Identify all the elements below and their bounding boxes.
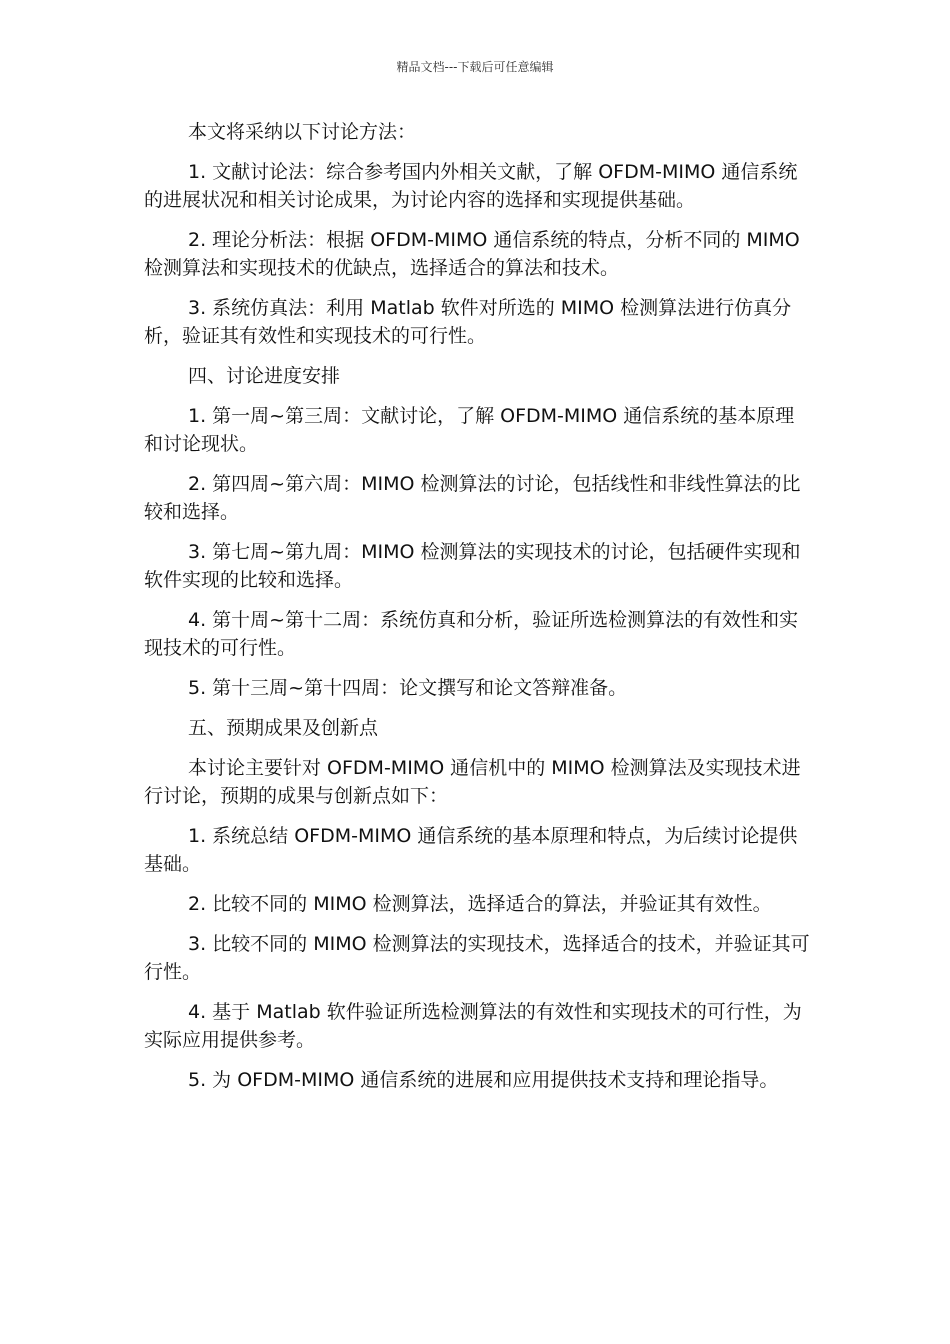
paragraph-schedule-1: 1. 第一周~第三周：文献讨论，了解 OFDM-MIMO 通信系统的基本原理和讨论现状。 [144, 405, 795, 455]
paragraph-method-1: 1. 文献讨论法：综合参考国内外相关文献，了解 OFDM-MIMO 通信系统的进展状况和相关讨论成果，为讨论内容的选择和实现提供基础。 [144, 161, 798, 211]
paragraph-schedule-4: 4. 第十周~第十二周：系统仿真和分析，验证所选检测算法的有效性和实现技术的可行性。 [144, 609, 799, 659]
paragraph-outcome-2: 2. 比较不同的 MIMO 检测算法，选择适合的算法，并验证其有效性。 [188, 893, 772, 915]
paragraph-intro: 本文将采纳以下讨论方法： [188, 121, 417, 143]
page-header: 精品文档---下载后可任意编辑 [396, 60, 554, 74]
paragraph-method-3: 3. 系统仿真法：利用 Matlab 软件对所选的 MIMO 检测算法进行仿真分析，验证其有效性和实现技术的可行性。 [144, 297, 792, 347]
paragraph-outcome-5: 5. 为 OFDM-MIMO 通信系统的进展和应用提供技术支持和理论指导。 [188, 1069, 779, 1091]
paragraph-schedule-2: 2. 第四周~第六周：MIMO 检测算法的讨论，包括线性和非线性算法的比较和选择。 [144, 473, 801, 523]
paragraph-method-2: 2. 理论分析法：根据 OFDM-MIMO 通信系统的特点，分析不同的 MIMO 检测算法和实现技术的优缺点，选择适合的算法和技术。 [144, 229, 806, 279]
paragraph-outcomes-intro: 本讨论主要针对 OFDM-MIMO 通信机中的 MIMO 检测算法及实现技术进行讨论，预期的成果与创新点如下： [144, 757, 801, 807]
section-heading-outcomes: 五、预期成果及创新点 [188, 717, 379, 739]
section-heading-schedule: 四、讨论进度安排 [188, 365, 341, 387]
paragraph-outcome-4: 4. 基于 Matlab 软件验证所选检测算法的有效性和实现技术的可行性，为实际应用提供参考。 [144, 1001, 802, 1051]
paragraph-outcome-3: 3. 比较不同的 MIMO 检测算法的实现技术，选择适合的技术，并验证其可行性。 [144, 933, 810, 983]
paragraph-schedule-3: 3. 第七周~第九周：MIMO 检测算法的实现技术的讨论，包括硬件实现和软件实现的比较和选择。 [144, 541, 801, 591]
document-body [144, 118, 812, 1106]
paragraph-outcome-1: 1. 系统总结 OFDM-MIMO 通信系统的基本原理和特点，为后续讨论提供基础。 [144, 825, 798, 875]
paragraph-schedule-5: 5. 第十三周~第十四周：论文撰写和论文答辩准备。 [188, 677, 628, 699]
